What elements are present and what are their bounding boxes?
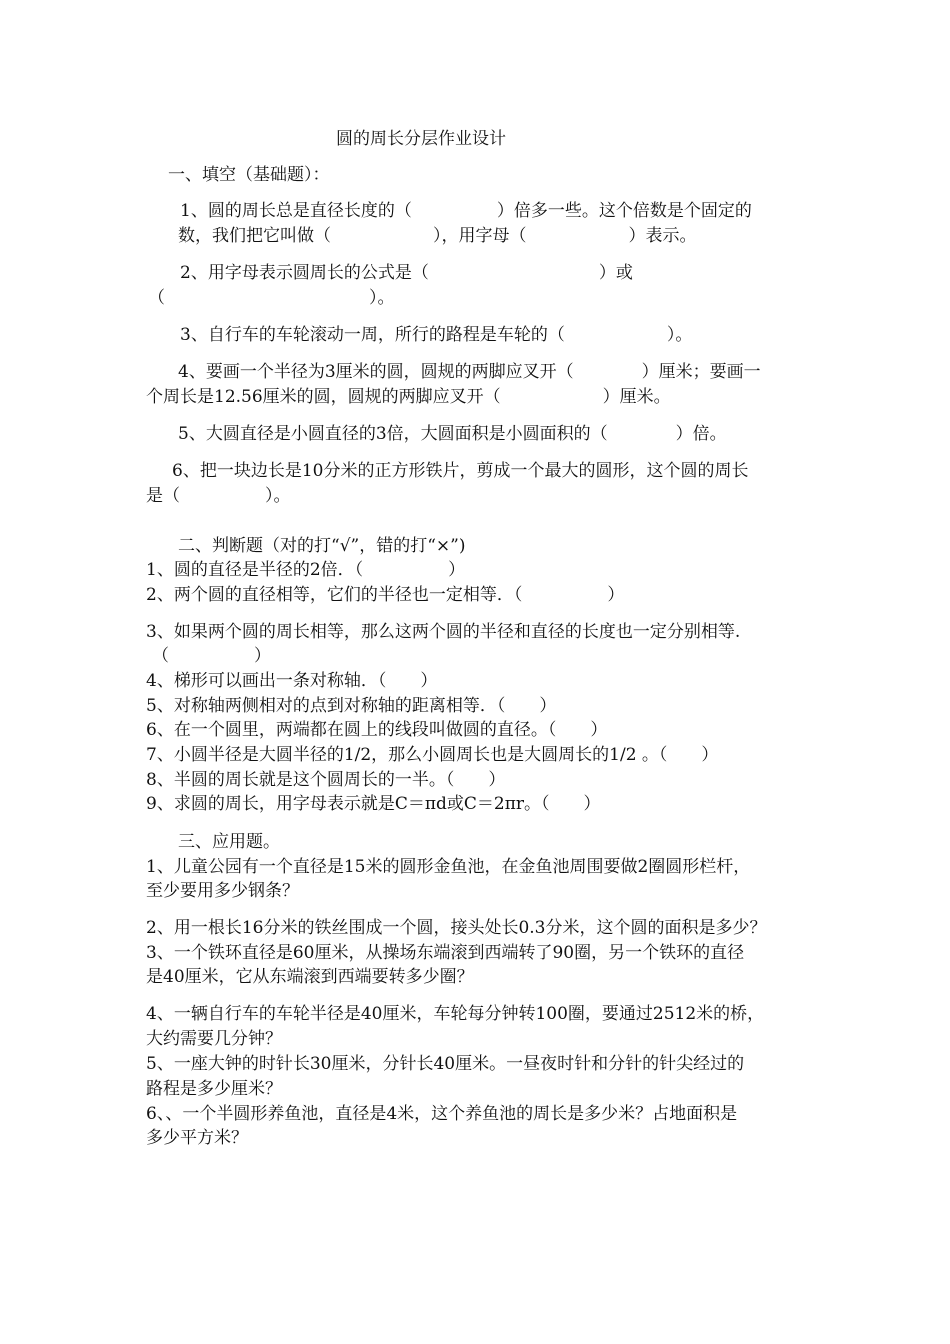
judge-line: 9、求圆的周长，用字母表示就是C＝πd或C＝2πr。（ ） <box>146 794 601 814</box>
judge-line: 5、对称轴两侧相对的点到对称轴的距离相等．（ ） <box>146 696 557 716</box>
fill-blank-line: 是（ ）。 <box>146 486 291 506</box>
judge-line: 2、两个圆的直径相等，它们的半径也一定相等．（ ） <box>146 585 625 605</box>
problem-line: 至少要用多少钢条？ <box>146 881 299 901</box>
judge-line: 7、小圆半径是大圆半径的1/2，那么小圆周长也是大圆周长的1/2 。（ ） <box>146 745 719 765</box>
section1-heading: 一、填空（基础题）： <box>168 165 330 185</box>
problem-line: 大约需要几分钟？ <box>146 1029 282 1049</box>
problem-line: 3、一个铁环直径是60厘米，从操场东端滚到西端转了90圈，另一个铁环的直径 <box>146 943 745 963</box>
judge-line: （ ） <box>152 646 271 666</box>
fill-blank-line: 数，我们把它叫做（ ），用字母（ ）表示。 <box>178 226 697 246</box>
problem-line: 1、儿童公园有一个直径是15米的圆形金鱼池，在金鱼池周围要做2圈圆形栏杆， <box>146 857 751 877</box>
fill-blank-line: 个周长是12.56厘米的圆，圆规的两脚应叉开（ ）厘米。 <box>146 387 671 407</box>
page-title: 圆的周长分层作业设计 <box>336 129 506 149</box>
problem-line: 4、一辆自行车的车轮半径是40厘米，车轮每分钟转100圈，要通过2512米的桥， <box>146 1004 765 1024</box>
fill-blank-line: 4、要画一个半径为3厘米的圆，圆规的两脚应叉开（ ）厘米；要画一 <box>178 362 761 382</box>
fill-blank-line: 1、圆的周长总是直径长度的（ ）倍多一些。这个倍数是个固定的 <box>180 201 752 221</box>
problem-line: 6、、一个半圆形养鱼池，直径是4米，这个养鱼池的周长是多少米？占地面积是 <box>146 1104 738 1124</box>
fill-blank-line: 5、大圆直径是小圆直径的3倍，大圆面积是小圆面积的（ ）倍。 <box>178 424 727 444</box>
judge-line: 6、在一个圆里，两端都在圆上的线段叫做圆的直径。（ ） <box>146 720 608 740</box>
problem-line: 是40厘米，它从东端滚到西端要转多少圈？ <box>146 967 474 987</box>
section2-heading: 二、判断题（对的打“√”，错的打“×”) <box>178 536 466 556</box>
judge-line: 4、梯形可以画出一条对称轴．（ ） <box>146 671 438 691</box>
judge-line: 8、半圆的周长就是这个圆周长的一半。（ ） <box>146 770 506 790</box>
problem-line: 多少平方米？ <box>146 1128 248 1148</box>
judge-line: 1、圆的直径是半径的2倍．（ ） <box>146 560 466 580</box>
fill-blank-line: 2、用字母表示圆周长的公式是（ ）或 <box>180 263 633 283</box>
section3-heading: 三、应用题。 <box>178 832 280 852</box>
fill-blank-line: 3、自行车的车轮滚动一周，所行的路程是车轮的（ ）。 <box>180 325 693 345</box>
judge-line: 3、如果两个圆的周长相等，那么这两个圆的半径和直径的长度也一定分别相等. <box>146 622 741 642</box>
problem-line: 5、一座大钟的时针长30厘米，分针长40厘米。一昼夜时针和分针的针尖经过的 <box>146 1054 745 1074</box>
fill-blank-line: 6、把一块边长是10分米的正方形铁片，剪成一个最大的圆形，这个圆的周长 <box>172 461 749 481</box>
problem-line: 2、用一根长16分米的铁丝围成一个圆，接头处长0.3分米，这个圆的面积是多少？ <box>146 918 767 938</box>
problem-line: 路程是多少厘米？ <box>146 1079 282 1099</box>
fill-blank-line: （ ）。 <box>148 288 395 308</box>
